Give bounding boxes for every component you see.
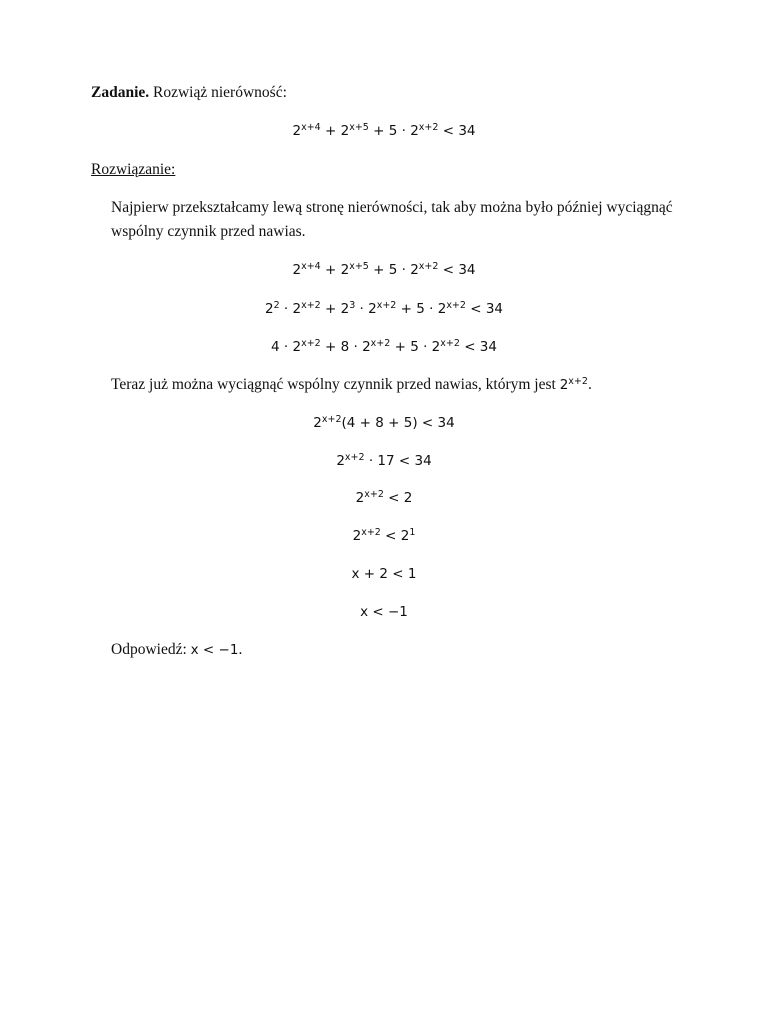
math-term — [466, 301, 503, 317]
equation — [0, 489, 768, 507]
answer-line — [111, 641, 242, 659]
equation — [0, 338, 768, 356]
equation — [0, 452, 768, 470]
exponent: x+2 — [344, 451, 365, 463]
math-base: 2 — [355, 490, 365, 506]
math-term — [271, 339, 321, 355]
exponent: x+2 — [446, 299, 466, 311]
equation — [0, 565, 768, 583]
math-term — [356, 490, 384, 506]
math-base: + 2 — [320, 262, 350, 278]
task-line — [91, 84, 287, 102]
exponent: x+2 — [301, 299, 321, 311]
math-base: 2 — [292, 262, 302, 278]
task-equation — [0, 122, 768, 140]
math-term — [280, 301, 321, 317]
math-base: + 2 — [320, 301, 350, 317]
math-term — [353, 528, 381, 544]
exponent: 3 — [349, 299, 356, 311]
math-base: < 2 — [383, 490, 413, 506]
answer-math — [191, 642, 239, 658]
math-term — [321, 123, 369, 139]
answer-label: Odpowiedź: — [111, 641, 191, 658]
solution-heading: Rozwiązanie: — [91, 161, 176, 178]
math-base: + 5 · 2 — [368, 123, 419, 139]
exponent: x+2 — [361, 526, 381, 538]
math-term — [321, 262, 369, 278]
math-base: 2 — [559, 377, 569, 393]
math-base: < 34 — [459, 339, 497, 355]
equation — [0, 603, 768, 621]
math-base: 2 — [292, 123, 302, 139]
exponent: x+2 — [418, 121, 439, 133]
paragraph1-line1: Najpierw przekształcamy lewą stronę nierówności, tak aby można było później wyciągnąć — [111, 199, 673, 216]
exponent: x+2 — [364, 488, 384, 500]
math-base: + 2 — [320, 123, 350, 139]
math-base: · 2 — [355, 301, 377, 317]
math-term — [352, 566, 417, 582]
math-base: 2 — [313, 415, 322, 431]
math-base: < 34 — [438, 123, 476, 139]
math-term — [369, 123, 439, 139]
math-term — [460, 339, 497, 355]
exponent: 2 — [273, 299, 280, 311]
math-base: + 8 · 2 — [320, 339, 371, 355]
solution-heading-line — [91, 161, 175, 179]
math-term — [560, 377, 588, 393]
paragraph1-line2: wspólny czynnik przed nawias. — [111, 223, 306, 240]
math-base: 2 — [352, 528, 362, 544]
paragraph2-text: Teraz już można wyciągnąć wspólny czynnik przed nawias, którym jest — [111, 376, 560, 393]
exponent: x+2 — [321, 413, 342, 425]
math-base: < 34 — [438, 262, 476, 278]
math-base: · 2 — [279, 301, 302, 317]
math-base: < 2 — [380, 528, 410, 544]
math-term — [396, 301, 466, 317]
equation — [0, 527, 768, 545]
math-base: x < −1 — [360, 604, 408, 620]
math-base: + 5 · 2 — [390, 339, 441, 355]
math-base: < 34 — [465, 301, 504, 317]
exponent: x+2 — [568, 375, 588, 387]
exponent: x+2 — [301, 337, 321, 349]
math-base: · 17 < 34 — [364, 453, 432, 469]
math-term — [292, 262, 320, 278]
math-term — [369, 262, 439, 278]
exponent: x+2 — [440, 337, 460, 349]
exponent: x+4 — [301, 260, 321, 272]
math-term — [292, 123, 320, 139]
math-term — [438, 262, 475, 278]
answer-end: . — [238, 641, 243, 658]
math-term — [321, 339, 391, 355]
task-label: Zadanie. — [91, 84, 150, 101]
math-term — [384, 490, 412, 506]
exponent: 1 — [409, 526, 416, 538]
math-base: 2 — [336, 453, 345, 469]
equation — [0, 300, 768, 318]
math-base: + 5 · 2 — [396, 301, 447, 317]
math-term — [342, 415, 455, 431]
exponent: x+2 — [418, 260, 439, 272]
math-term — [438, 123, 475, 139]
paragraph2-end: . — [587, 376, 592, 393]
exponent: x+5 — [349, 260, 369, 272]
paragraph2 — [111, 376, 592, 394]
math-base: (4 + 8 + 5) < 34 — [341, 415, 455, 431]
exponent: x+5 — [349, 121, 369, 133]
math-term — [321, 301, 356, 317]
math-term — [265, 301, 280, 317]
math-base: 4 · 2 — [271, 339, 302, 355]
math-term — [336, 453, 364, 469]
math-term — [313, 415, 341, 431]
math-base: 2 — [264, 301, 274, 317]
equation — [0, 261, 768, 279]
exponent: x+2 — [376, 299, 397, 311]
math-term — [360, 604, 408, 620]
exponent: x+4 — [301, 121, 321, 133]
task-text: Rozwiąż nierówność: — [149, 84, 287, 101]
math-base: x < −1 — [190, 642, 239, 658]
math-term — [191, 642, 239, 658]
math-base: x + 2 < 1 — [351, 566, 417, 582]
math-term — [355, 301, 396, 317]
exponent: x+2 — [370, 337, 391, 349]
equation — [0, 414, 768, 432]
math-term — [365, 453, 432, 469]
math-term — [390, 339, 460, 355]
math-term — [381, 528, 416, 544]
paragraph2-math — [560, 377, 588, 393]
math-base: + 5 · 2 — [368, 262, 419, 278]
